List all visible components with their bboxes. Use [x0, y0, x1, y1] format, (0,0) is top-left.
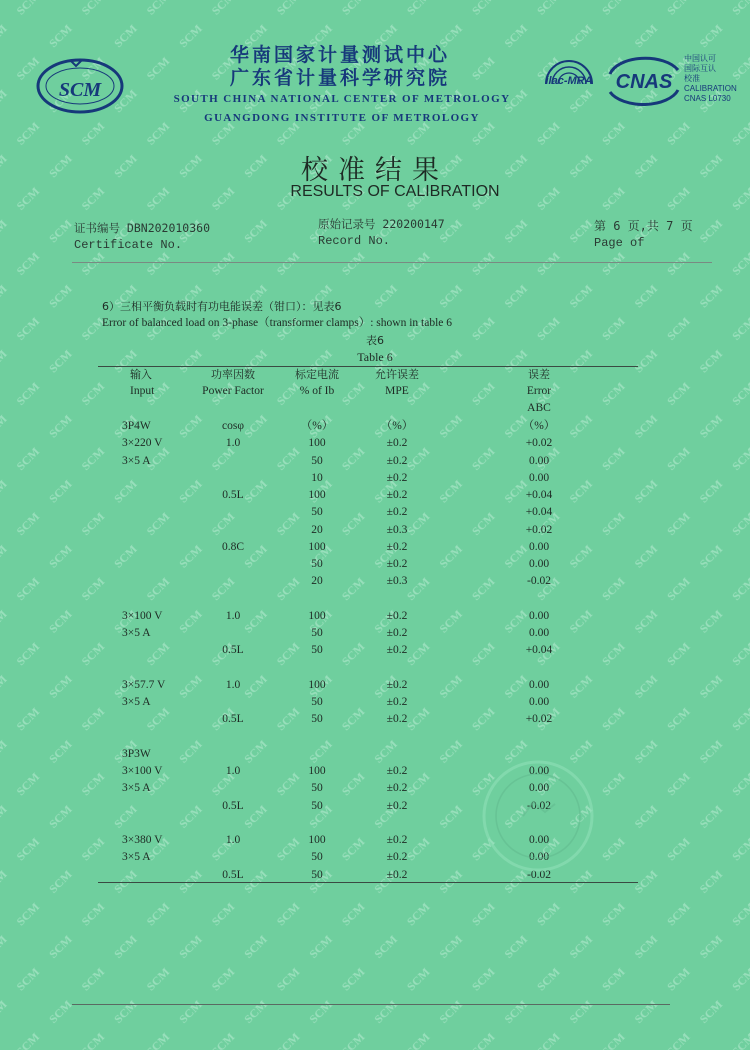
cell-cur: 100 [308, 489, 326, 501]
cell-err: +0.02 [525, 523, 553, 536]
cell-mpe: ±0.2 [386, 437, 408, 450]
cell-mpe: ±0.2 [386, 506, 408, 519]
svg-text:SCM: SCM [58, 79, 102, 101]
org-en-line2: GUANGDONG INSTITUTE OF METROLOGY [204, 112, 480, 124]
cell-pf: 0.5L [222, 868, 244, 881]
header-pf-en: Power Factor [202, 385, 264, 397]
record-number-cn: 原始记录号 220200147 [318, 217, 445, 231]
cell-input: 3×100 V [122, 609, 163, 622]
cell-err: （%） [522, 420, 556, 432]
cell-mpe: ±0.2 [386, 834, 408, 846]
cell-cur: 50 [311, 644, 323, 657]
cell-cur: 10 [311, 471, 323, 484]
cell-cur: 100 [308, 834, 326, 846]
cell-err: +0.04 [525, 489, 553, 501]
cell-pf: 1.0 [225, 609, 241, 622]
table-bottom-rule [98, 882, 638, 883]
cnas-cn-line1: 中国认可 [684, 54, 716, 63]
record-number-en: Record No. [318, 234, 391, 248]
cell-cur: 100 [308, 540, 326, 553]
cell-pf: 1.0 [225, 834, 241, 846]
cell-err: +0.04 [525, 506, 553, 519]
cnas-en-line1: CALIBRATION [684, 84, 737, 93]
cell-mpe: （%） [380, 420, 414, 432]
cell-err: 0.00 [528, 454, 550, 467]
cell-mpe: ±0.3 [386, 523, 408, 536]
cell-cur: 50 [311, 696, 323, 708]
header-cur-en: % of Ib [299, 385, 335, 397]
cell-mpe: ±0.2 [386, 782, 408, 795]
cell-err: -0.02 [527, 799, 551, 812]
cell-input: 3P3W [122, 747, 151, 760]
cell-cur: 50 [311, 799, 323, 812]
footer-rule [72, 1004, 670, 1005]
cell-mpe: ±0.2 [386, 489, 408, 501]
header-input-cn: 输入 [130, 368, 152, 381]
certificate-number-en: Certificate No. [74, 238, 183, 252]
header-mpe-cn: 允许误差 [375, 368, 419, 381]
cell-cur: 50 [311, 782, 323, 795]
cell-mpe: ±0.2 [386, 540, 408, 553]
cell-mpe: ±0.2 [386, 644, 408, 657]
cnas-en-line2: CNAS L0730 [684, 94, 731, 103]
cell-err: 0.00 [528, 851, 550, 864]
header-input-en: Input [130, 385, 155, 397]
cell-cur: 50 [311, 713, 323, 726]
org-name-cn [150, 44, 530, 90]
scm-logo [32, 52, 128, 118]
cell-cur: 50 [311, 868, 323, 881]
cell-pf: 0.5L [222, 713, 244, 726]
cell-input: 3×5 A [122, 696, 151, 708]
cell-err: 0.00 [528, 678, 550, 691]
cell-input: 3×100 V [122, 765, 163, 777]
cell-cur: （%） [300, 420, 334, 432]
cell-err: 0.00 [528, 471, 550, 484]
cell-err: 0.00 [528, 782, 550, 795]
svg-text:ilac-MRA: ilac-MRA [545, 75, 593, 87]
cell-mpe: ±0.2 [386, 851, 408, 864]
org-cn-line1: 华南国家计量测试中心 [229, 44, 450, 66]
header-err-cn: 误差 [528, 368, 550, 381]
header-err-abc: ABC [527, 402, 551, 414]
header-err-en: Error [526, 385, 552, 397]
cell-input: 3×220 V [122, 437, 163, 450]
cell-cur: 50 [311, 851, 323, 864]
cell-err: 0.00 [528, 609, 550, 622]
cell-input: 3×57.7 V [122, 678, 166, 691]
certificate-number-cn: 证书编号 DBN202010360 [74, 221, 211, 235]
cell-err: -0.02 [527, 868, 551, 881]
cell-mpe: ±0.2 [386, 868, 408, 881]
cell-mpe: ±0.2 [386, 799, 408, 812]
section-heading-cn: 6）三相平衡负载时有功电能误差（钳口）：见表6 [102, 300, 342, 313]
certificate-number [74, 220, 210, 254]
header-error [500, 366, 578, 417]
page-number-cn: 第 6 页,共 7 页 [594, 219, 693, 233]
section-heading-en: Error of balanced load on 3-phase（transformer clamps）: shown in table 6 [102, 317, 453, 329]
cnas-logo [604, 56, 684, 106]
embossed-seal [478, 756, 598, 876]
table-caption-cn: 表6 [366, 334, 384, 347]
cell-pf: 0.8C [221, 540, 245, 553]
cell-input: 3×5 A [122, 454, 151, 467]
cell-mpe: ±0.2 [386, 765, 408, 777]
header-mpe-en: MPE [385, 385, 409, 397]
cell-err: 0.00 [528, 558, 550, 570]
cell-input: 3×5 A [122, 782, 151, 795]
cell-mpe: ±0.2 [386, 696, 408, 708]
meta-divider [72, 262, 712, 263]
cell-err: 0.00 [528, 540, 550, 553]
cell-cur: 50 [311, 506, 323, 519]
cell-cur: 100 [308, 437, 326, 450]
cell-err: 0.00 [528, 834, 550, 846]
cell-pf: 1.0 [225, 678, 241, 691]
results-title-en: RESULTS OF CALIBRATION [290, 183, 500, 200]
cnas-cn-line2: 国际互认 [684, 64, 716, 73]
cell-pf: 0.5L [222, 489, 244, 501]
header-cur-cn: 标定电流 [295, 368, 339, 381]
cell-cur: 100 [308, 678, 326, 691]
cell-pf: 1.0 [225, 765, 241, 777]
page-number-en: Page of [594, 236, 645, 250]
cell-mpe: ±0.2 [386, 627, 408, 639]
org-name-en [146, 90, 538, 128]
header-mpe [362, 366, 432, 400]
cell-err: 0.00 [528, 696, 550, 708]
header-input [130, 366, 154, 400]
results-title-cn: 校准结果 [301, 155, 449, 186]
cell-mpe: ±0.2 [386, 471, 408, 484]
ilac-mra-logo [536, 54, 602, 106]
table-caption-en: Table 6 [357, 350, 393, 364]
cell-pf: 1.0 [225, 437, 241, 450]
cell-input: 3P4W [122, 420, 151, 432]
cell-err: 0.00 [528, 765, 550, 777]
org-cn-line2: 广东省计量科学研究院 [229, 67, 450, 89]
section-heading [102, 298, 452, 332]
cell-input: 3×380 V [122, 834, 163, 846]
cell-input: 3×5 A [122, 627, 151, 639]
cell-cur: 20 [311, 575, 323, 588]
header-pf-cn: 功率因数 [211, 368, 255, 381]
cell-err: +0.02 [525, 437, 553, 450]
cell-mpe: ±0.2 [386, 713, 408, 726]
cell-err: -0.02 [527, 575, 551, 588]
cell-cur: 50 [311, 454, 323, 467]
cell-input: 3×5 A [122, 851, 151, 864]
cell-pf: cosφ [222, 420, 244, 432]
cell-mpe: ±0.2 [386, 454, 408, 467]
cell-pf: 0.5L [222, 644, 244, 657]
cell-cur: 20 [311, 523, 323, 536]
cell-mpe: ±0.3 [386, 575, 408, 588]
org-en-line1: SOUTH CHINA NATIONAL CENTER OF METROLOGY [173, 93, 511, 105]
cell-err: 0.00 [528, 627, 550, 639]
cell-cur: 50 [311, 558, 323, 570]
record-number [318, 216, 445, 250]
cell-pf: 0.5L [222, 799, 244, 812]
page-number [594, 218, 693, 252]
cell-err: +0.04 [525, 644, 553, 657]
cnas-accreditation-text [684, 54, 744, 104]
cell-cur: 100 [308, 609, 326, 622]
cell-mpe: ±0.2 [386, 609, 408, 622]
cnas-cn-line3: 校准 [684, 74, 700, 83]
cell-err: +0.02 [525, 713, 553, 726]
cell-mpe: ±0.2 [386, 558, 408, 570]
header-power-factor [196, 366, 270, 400]
cell-mpe: ±0.2 [386, 678, 408, 691]
header-current [282, 366, 352, 400]
cell-cur: 50 [311, 627, 323, 639]
cell-cur: 100 [308, 765, 326, 777]
svg-text:CNAS: CNAS [615, 71, 673, 93]
